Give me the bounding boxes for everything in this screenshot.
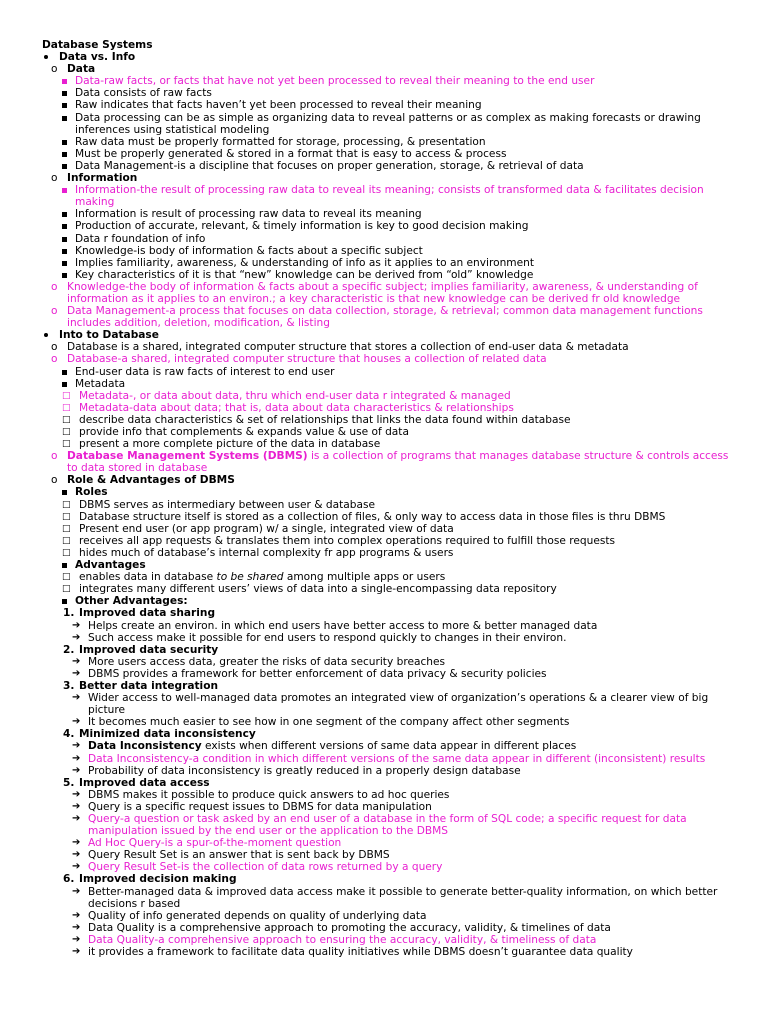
- line-body: Better-managed data & improved data access make it possible to generate better-quality information, on which better decisions r based: [88, 885, 718, 910]
- line-body: Wider access to well-managed data promotes an integrated view of organization’s operations & a clearer view of big picture: [88, 692, 709, 717]
- line-body: Database-a shared, integrated computer structure that houses a collection of related data: [67, 353, 547, 366]
- outline-line: [0, 474, 740, 486]
- line-text: [67, 341, 740, 353]
- line-text: [88, 849, 720, 861]
- line-text: [75, 486, 730, 498]
- outline-line: [0, 777, 730, 789]
- bullet-box-icon: □: [62, 390, 71, 401]
- outline-line: [0, 136, 730, 148]
- line-text: [88, 716, 720, 728]
- line-text: [88, 632, 720, 644]
- outline-line: [0, 378, 730, 390]
- line-text: [75, 245, 730, 257]
- line-body: End-user data is raw facts of interest to end user: [75, 365, 335, 378]
- outline-line: [0, 753, 720, 765]
- line-text: [88, 753, 720, 765]
- bullet-box-icon: □: [62, 402, 71, 413]
- outline-line: [0, 801, 720, 813]
- line-text: [75, 233, 730, 245]
- line-text: [75, 378, 730, 390]
- bullet-square-icon: [62, 382, 67, 387]
- arrow-bullet-icon: ➔: [72, 667, 81, 679]
- arrow-bullet-icon: ➔: [72, 946, 81, 958]
- line-text: [88, 813, 720, 837]
- bullet-dot-icon: [44, 55, 48, 59]
- outline-line: [0, 184, 730, 208]
- line-body: exists when different versions of same data appear in different places: [201, 740, 577, 753]
- line-body: provide info that complements & expands value & use of data: [79, 426, 409, 438]
- line-body: Such access make it possible for end users to respond quickly to changes in their environ.: [88, 631, 567, 644]
- bullet-square-icon: [62, 103, 67, 108]
- line-body: it provides a framework to facilitate data quality initiatives while DBMS doesn’t guarantee data quality: [88, 946, 633, 959]
- bullet-circle-icon: o: [51, 280, 58, 293]
- arrow-bullet-icon: ➔: [72, 740, 81, 752]
- bullet-square-icon: [62, 490, 67, 495]
- outline-line: [0, 329, 720, 341]
- outline-line: [0, 281, 740, 305]
- list-number: 3.: [63, 679, 75, 692]
- outline-line: [0, 583, 730, 595]
- line-text: [75, 208, 730, 220]
- bullet-box-icon: □: [62, 439, 71, 450]
- line-text: [75, 366, 730, 378]
- line-body: Key characteristics of it is that “new” knowledge can be derived from “old” knowledge: [75, 268, 534, 281]
- line-body: Query is a specific request issues to DBMS for data manipulation: [88, 800, 432, 813]
- bullet-square-icon: [62, 188, 67, 193]
- line-body: Advantages: [75, 559, 146, 572]
- line-body: Metadata-, or data about data, thru which end-user data r integrated & managed: [79, 389, 511, 402]
- arrow-bullet-icon: ➔: [72, 692, 81, 704]
- line-text: [75, 559, 730, 571]
- arrow-bullet-icon: ➔: [72, 752, 81, 764]
- line-body: Data Management-a process that focuses on data collection, storage, & retrieval; common data management functions includes addition, deletion, modification, & listing: [67, 305, 703, 330]
- arrow-bullet-icon: ➔: [72, 837, 81, 849]
- bullet-square-icon: [62, 237, 67, 242]
- document-title: Database Systems: [42, 39, 153, 51]
- line-text: [59, 329, 720, 341]
- line-text: [88, 946, 720, 958]
- outline-line: [0, 112, 730, 136]
- arrow-bullet-icon: ➔: [72, 813, 81, 824]
- line-text: [88, 886, 720, 910]
- line-body: Improved data sharing: [79, 607, 216, 620]
- outline-line: [0, 87, 730, 99]
- outline-line: [0, 341, 740, 353]
- outline-line: [0, 414, 730, 426]
- line-body: Other Advantages:: [75, 595, 188, 608]
- outline-line: [0, 740, 720, 752]
- outline-line: [0, 547, 730, 559]
- line-text: [67, 172, 740, 184]
- line-text: [75, 160, 730, 172]
- line-text: [59, 51, 720, 63]
- bullet-circle-icon: o: [51, 450, 58, 463]
- outline-line: [0, 511, 730, 523]
- outline-line: [0, 728, 730, 740]
- bullet-square-icon: [62, 140, 67, 145]
- line-body: hides much of database’s internal complexity fr app programs & users: [79, 546, 454, 559]
- line-text: [75, 75, 730, 87]
- line-body: Probability of data inconsistency is greatly reduced in a properly design database: [88, 764, 521, 777]
- line-text: [79, 511, 730, 523]
- line-body: Implies familiarity, awareness, & understanding of info as it applies to an environment: [75, 256, 535, 269]
- arrow-bullet-icon: ➔: [72, 788, 81, 800]
- line-body: DBMS serves as intermediary between user & database: [79, 498, 375, 511]
- line-body: Data Management-is a discipline that focuses on proper generation, storage, & retrieval of data: [75, 159, 584, 172]
- outline-line: [0, 595, 730, 607]
- line-body: Knowledge-is body of information & facts about a specific subject: [75, 244, 423, 257]
- line-text: [88, 692, 720, 716]
- line-body: Roles: [75, 486, 108, 499]
- outline-line: [0, 837, 720, 849]
- bullet-box-icon: □: [62, 547, 71, 558]
- line-text: [75, 112, 730, 136]
- line-text: [79, 426, 730, 438]
- line-text: [79, 547, 730, 559]
- emphasis-text: to be shared: [216, 571, 284, 584]
- outline-line: [0, 849, 720, 861]
- outline-line: [0, 499, 730, 511]
- line-text: [88, 620, 720, 632]
- outline-line: [0, 366, 730, 378]
- outline-line: [0, 353, 740, 365]
- outline-line: [0, 656, 720, 668]
- arrow-bullet-icon: ➔: [72, 655, 81, 667]
- outline-line: [0, 51, 720, 63]
- line-text: [88, 922, 720, 934]
- line-text: [67, 63, 740, 75]
- outline-line: [0, 620, 720, 632]
- line-body: enables data in database: [79, 571, 217, 584]
- line-body: Improved data access: [79, 776, 210, 789]
- outline-line: [0, 632, 720, 644]
- bullet-square-icon: [62, 273, 67, 278]
- line-body: Data: [67, 63, 96, 76]
- outline-list: [0, 51, 768, 958]
- line-body: Data Quality is a comprehensive approach to promoting the accuracy, validity, & timelines of data: [88, 921, 611, 934]
- arrow-bullet-icon: ➔: [72, 909, 81, 921]
- bullet-box-icon: □: [62, 414, 71, 425]
- outline-line: [0, 486, 730, 498]
- outline-line: [0, 220, 730, 232]
- line-body: Role & Advantages of DBMS: [67, 474, 235, 487]
- line-body: Query-a question or task asked by an end user of a database in the form of SQL code; a specific request for data manipulation issued by the end user or the application to the DBMS: [88, 813, 687, 838]
- line-text: [75, 257, 730, 269]
- outline-line: [0, 668, 720, 680]
- line-text: [79, 414, 730, 426]
- bullet-box-icon: □: [62, 535, 71, 546]
- line-body: Information is result of processing raw data to reveal its meaning: [75, 208, 422, 221]
- bullet-square-icon: [62, 164, 67, 169]
- line-body: Production of accurate, relevant, & timely information is key to good decision making: [75, 220, 529, 233]
- line-text: [88, 801, 720, 813]
- line-body: integrates many different users’ views of data into a single-encompassing data repository: [79, 583, 557, 596]
- line-body: Present end user (or app program) w/ a single, integrated view of data: [79, 522, 454, 535]
- line-text: [79, 438, 730, 450]
- line-body: More users access data, greater the risks of data security breaches: [88, 655, 446, 668]
- line-body: is a collection of programs that manages database structure & controls access to data stored in database: [67, 450, 729, 475]
- line-body: Minimized data inconsistency: [79, 728, 256, 741]
- line-body: Data r foundation of info: [75, 232, 206, 245]
- bullet-circle-icon: o: [51, 63, 58, 76]
- outline-line: [0, 172, 740, 184]
- line-body-tail: among multiple apps or users: [283, 571, 446, 584]
- outline-line: [0, 450, 740, 474]
- line-text: [79, 680, 730, 692]
- outline-line: [0, 886, 720, 910]
- line-text: [67, 305, 740, 329]
- outline-line: [0, 402, 730, 414]
- line-body: Into to Database: [59, 329, 159, 342]
- line-text: [88, 765, 720, 777]
- line-text: [67, 281, 740, 305]
- outline-line: [0, 233, 730, 245]
- outline-line: [0, 269, 730, 281]
- outline-line: [0, 208, 730, 220]
- outline-line: [0, 245, 730, 257]
- arrow-bullet-icon: ➔: [72, 619, 81, 631]
- arrow-bullet-icon: ➔: [72, 849, 81, 861]
- line-body: present a more complete picture of the data in database: [79, 438, 381, 451]
- line-body: Data vs. Info: [59, 51, 136, 64]
- line-body: Metadata-data about data; that is, data about data characteristics & relationships: [79, 401, 514, 414]
- bullet-square-icon: [62, 261, 67, 266]
- arrow-bullet-icon: ➔: [72, 921, 81, 933]
- bullet-circle-icon: o: [51, 172, 58, 185]
- line-text: [75, 595, 730, 607]
- bullet-square-icon: [62, 599, 67, 604]
- line-text: [75, 87, 730, 99]
- bullet-square-icon: [62, 249, 67, 254]
- outline-line: [0, 160, 730, 172]
- list-number: 1.: [63, 607, 75, 620]
- line-body: Database is a shared, integrated computer structure that stores a collection of end-user data & metadata: [67, 341, 629, 354]
- bullet-square-icon: [62, 79, 67, 84]
- line-text: [79, 777, 730, 789]
- line-body: Knowledge-the body of information & facts about a specific subject; implies familiarity, awareness, & understanding of information as it applies to an environ.; a key characteristic is that new knowledge can be derived fr old knowledge: [67, 280, 698, 305]
- bullet-circle-icon: o: [51, 305, 58, 318]
- line-body: Improved data security: [79, 643, 219, 656]
- outline-line: [0, 438, 730, 450]
- line-text: [79, 728, 730, 740]
- term-highlight: Data Inconsistency: [88, 740, 202, 753]
- line-text: [79, 535, 730, 547]
- outline-line: [0, 75, 730, 87]
- outline-line: [0, 63, 740, 75]
- line-text: [67, 450, 740, 474]
- line-text: [75, 136, 730, 148]
- line-text: [79, 607, 730, 619]
- line-text: [88, 837, 720, 849]
- bullet-circle-icon: o: [51, 474, 58, 487]
- line-body: Metadata: [75, 377, 126, 390]
- line-body: Data-raw facts, or facts that have not yet been processed to reveal their meaning to the end user: [75, 75, 595, 88]
- line-body: Database structure itself is stored as a collection of files, & only way to access data in those files is thru DBMS: [79, 510, 666, 523]
- outline-line: [0, 873, 730, 885]
- outline-line: [0, 861, 720, 873]
- bullet-square-icon: [62, 224, 67, 229]
- line-body: Information-the result of processing raw data to reveal its meaning; consists of transformed data & facilitates decision making: [75, 184, 704, 209]
- line-body: It becomes much easier to see how in one segment of the company affect other segments: [88, 716, 570, 729]
- arrow-bullet-icon: ➔: [72, 933, 81, 945]
- line-body: describe data characteristics & set of relationships that links the data found within database: [79, 413, 571, 426]
- line-text: [79, 571, 730, 583]
- line-text: [79, 873, 730, 885]
- list-number: 6.: [63, 873, 75, 886]
- line-text: [67, 474, 740, 486]
- outline-line: [0, 946, 720, 958]
- line-text: [79, 644, 730, 656]
- outline-line: [0, 305, 740, 329]
- line-text: [88, 668, 720, 680]
- line-text: [75, 148, 730, 160]
- line-text: [75, 220, 730, 232]
- bullet-square-icon: [62, 212, 67, 217]
- line-text: [88, 910, 720, 922]
- line-text: [88, 656, 720, 668]
- outline-line: [0, 692, 720, 716]
- list-number: 4.: [63, 728, 75, 741]
- list-number: 5.: [63, 776, 75, 789]
- line-text: [79, 499, 730, 511]
- outline-line: [0, 559, 730, 571]
- line-body: DBMS provides a framework for better enforcement of data privacy & security policies: [88, 667, 547, 680]
- line-body: Improved decision making: [79, 873, 237, 886]
- line-text: [88, 789, 720, 801]
- line-body: Must be properly generated & stored in a format that is easy to access & process: [75, 147, 507, 160]
- outline-line: [0, 535, 730, 547]
- line-body: Data Inconsistency-a condition in which different versions of the same data appear in different (inconsistent) results: [88, 752, 706, 765]
- line-text: [79, 523, 730, 535]
- line-body: Quality of info generated depends on quality of underlying data: [88, 909, 427, 922]
- line-body: DBMS makes it possible to produce quick answers to ad hoc queries: [88, 788, 450, 801]
- line-text: [79, 390, 730, 402]
- line-body: Better data integration: [79, 679, 219, 692]
- arrow-bullet-icon: ➔: [72, 631, 81, 643]
- outline-line: [0, 426, 730, 438]
- line-body: Raw data must be properly formatted for storage, processing, & presentation: [75, 135, 486, 148]
- line-text: [88, 861, 720, 873]
- line-text: [67, 353, 740, 365]
- outline-line: [0, 644, 730, 656]
- line-body: Data consists of raw facts: [75, 87, 212, 100]
- outline-line: [0, 789, 720, 801]
- line-text: [75, 269, 730, 281]
- outline-line: [0, 813, 720, 837]
- bullet-box-icon: □: [62, 572, 71, 583]
- bullet-box-icon: □: [62, 499, 71, 510]
- line-body: Data processing can be as simple as organizing data to reveal patterns or as complex as making forecasts or drawing inferences using statistical modeling: [75, 111, 701, 136]
- bullet-square-icon: [62, 91, 67, 96]
- line-text: [75, 99, 730, 111]
- line-body: Information: [67, 172, 138, 185]
- bullet-circle-icon: o: [51, 353, 58, 366]
- arrow-bullet-icon: ➔: [72, 861, 81, 873]
- outline-line: [0, 680, 730, 692]
- outline-line: [0, 934, 720, 946]
- arrow-bullet-icon: ➔: [72, 885, 81, 897]
- list-number: 2.: [63, 643, 75, 656]
- outline-line: [0, 571, 730, 583]
- arrow-bullet-icon: ➔: [72, 716, 81, 728]
- line-body: Helps create an environ. in which end users have better access to more & better managed data: [88, 619, 598, 632]
- bullet-circle-icon: o: [51, 341, 58, 354]
- bullet-box-icon: □: [62, 523, 71, 534]
- line-text: [88, 740, 720, 752]
- bullet-square-icon: [62, 563, 67, 568]
- line-text: [79, 583, 730, 595]
- bullet-box-icon: □: [62, 427, 71, 437]
- arrow-bullet-icon: ➔: [72, 800, 81, 812]
- line-body: Ad Hoc Query-is a spur-of-the-moment question: [88, 837, 342, 850]
- document-page: [0, 39, 768, 958]
- line-text: [79, 402, 730, 414]
- bullet-square-icon: [62, 152, 67, 157]
- outline-line: [0, 99, 730, 111]
- line-body: Query Result Set-is the collection of data rows returned by a query: [88, 861, 443, 874]
- line-body: Query Result Set is an answer that is sent back by DBMS: [88, 849, 390, 862]
- line-body: Data Quality-a comprehensive approach to ensuring the accuracy, validity, & timeliness of data: [88, 933, 597, 946]
- outline-line: [0, 922, 720, 934]
- bullet-box-icon: □: [62, 584, 71, 595]
- line-body: receives all app requests & translates them into complex operations required to fulfill those requests: [79, 534, 616, 547]
- line-body: Raw indicates that facts haven’t yet been processed to reveal their meaning: [75, 99, 482, 112]
- outline-line: [0, 765, 720, 777]
- outline-line: [0, 390, 730, 402]
- outline-line: [0, 148, 730, 160]
- bullet-box-icon: □: [62, 511, 71, 522]
- bullet-square-icon: [62, 370, 67, 375]
- outline-line: [0, 607, 730, 619]
- line-text: [75, 184, 730, 208]
- line-text: [88, 934, 720, 946]
- term-highlight: Database Management Systems (DBMS): [67, 450, 308, 463]
- bullet-square-icon: [62, 116, 67, 121]
- arrow-bullet-icon: ➔: [72, 764, 81, 776]
- outline-line: [0, 910, 720, 922]
- bullet-dot-icon: [44, 333, 48, 337]
- outline-line: [0, 716, 720, 728]
- outline-line: [0, 523, 730, 535]
- outline-line: [0, 257, 730, 269]
